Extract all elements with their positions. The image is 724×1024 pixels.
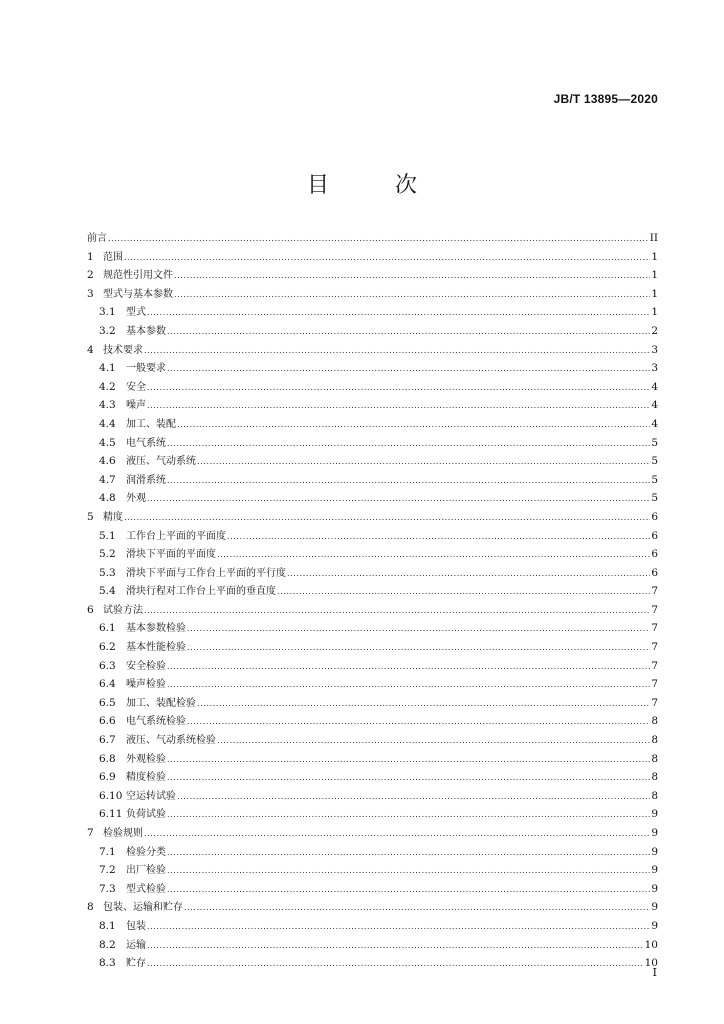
toc-entry[interactable]	[87, 805, 658, 824]
toc-entry[interactable]	[87, 415, 658, 434]
toc-entry[interactable]	[87, 452, 658, 471]
toc-entry-page: 4	[651, 380, 658, 393]
toc-entry-title: 精度	[103, 511, 123, 523]
toc-leader-dots	[124, 249, 650, 268]
toc-leader-dots	[167, 751, 650, 770]
toc-entry[interactable]	[87, 731, 658, 750]
toc-entry[interactable]	[87, 917, 658, 936]
toc-entry-number: 4.2	[99, 380, 116, 393]
toc-entry[interactable]	[87, 936, 658, 955]
toc-entry-page: 9	[651, 919, 658, 932]
toc-entry-number: 3.1	[99, 306, 116, 319]
toc-entry-title: 型式	[126, 307, 146, 319]
toc-leader-dots	[227, 528, 650, 547]
toc-leader-dots	[147, 304, 650, 323]
toc-entry-page: 7	[651, 696, 658, 709]
toc-entry-title: 精度检验	[126, 772, 166, 784]
toc-entry-number: 8.2	[99, 938, 116, 951]
toc-entry-number: 6.4	[99, 678, 116, 691]
toc-entry-page: 7	[651, 659, 658, 672]
toc-entry-title: 安全	[126, 381, 146, 393]
toc-leader-dots	[177, 416, 650, 435]
toc-leader-dots	[167, 844, 650, 863]
toc-leader-dots	[108, 230, 649, 249]
toc-entry-title: 试验方法	[103, 604, 143, 616]
toc-entry-number: 7.3	[99, 882, 116, 895]
toc-leader-dots	[167, 806, 650, 825]
toc-entry-title: 技术要求	[103, 344, 143, 356]
toc-entry-number: 6.5	[99, 696, 116, 709]
toc-entry-page: 2	[651, 324, 658, 337]
toc-entry[interactable]	[87, 619, 658, 638]
toc-entry[interactable]	[87, 489, 658, 508]
toc-entry-title: 加工、装配检验	[126, 697, 196, 709]
toc-entry-title: 噪声检验	[126, 679, 166, 691]
toc-entry-number: 5.3	[99, 566, 116, 579]
toc-entry-page: 8	[651, 734, 658, 747]
toc-entry-title: 滑块下平面的平面度	[126, 549, 216, 561]
toc-entry-number: 1	[87, 250, 94, 263]
toc-entry-page: 6	[651, 548, 658, 561]
toc-leader-dots	[197, 453, 650, 472]
toc-entry-number: 3.2	[99, 324, 116, 337]
toc-entry[interactable]	[87, 564, 658, 583]
toc-leader-dots	[147, 937, 644, 956]
toc-entry-page: 1	[651, 306, 658, 319]
toc-leader-dots	[167, 472, 650, 491]
toc-leader-dots	[177, 788, 650, 807]
toc-leader-dots	[174, 286, 650, 305]
toc-entry-title: 规范性引用文件	[103, 270, 173, 282]
toc-entry-number: 6.6	[99, 715, 116, 728]
toc-entry[interactable]	[87, 898, 658, 917]
toc-entry-page: 8	[651, 771, 658, 784]
toc-entry-number: 8	[87, 901, 94, 914]
toc-entry-number: 2	[87, 269, 94, 282]
toc-entry[interactable]	[87, 954, 658, 973]
toc-leader-dots	[167, 323, 650, 342]
toc-entry-title: 空运转试验	[126, 790, 176, 802]
toc-leader-dots	[217, 732, 650, 751]
toc-entry-title: 基本参数检验	[126, 623, 186, 635]
toc-leader-dots	[167, 881, 650, 900]
toc-leader-dots	[167, 862, 650, 881]
toc-entry-page: 9	[651, 827, 658, 839]
toc-entry-title: 外观	[126, 493, 146, 505]
toc-entry-page: 4	[651, 417, 658, 430]
toc-entry-number: 6.11	[99, 808, 123, 821]
toc-entry-title: 液压、气动系统检验	[126, 735, 216, 747]
toc-entry-page: 6	[651, 566, 658, 579]
toc-entry[interactable]	[87, 861, 658, 880]
toc-entry-title: 噪声	[126, 400, 146, 412]
toc-entry-page: 6	[651, 529, 658, 542]
toc-entry[interactable]	[87, 545, 658, 564]
toc-entry-title: 检验规则	[103, 828, 143, 839]
toc-leader-dots	[167, 769, 650, 788]
toc-leader-dots	[167, 658, 650, 677]
toc-leader-dots	[147, 379, 650, 398]
toc-entry-number: 6.8	[99, 752, 116, 765]
toc-entry[interactable]	[87, 657, 658, 676]
toc-entry-number: 5.4	[99, 585, 116, 598]
toc-leader-dots	[167, 676, 650, 695]
toc-entry[interactable]	[87, 266, 658, 285]
toc-entry-title: 运输	[126, 939, 146, 951]
table-of-contents	[87, 229, 658, 973]
toc-entry-title: 基本性能检验	[126, 642, 186, 654]
toc-entry-number: 6.10	[99, 789, 123, 802]
toc-entry[interactable]	[87, 750, 658, 769]
toc-entry-page: 5	[651, 436, 658, 449]
toc-entry-title: 一般要求	[126, 363, 166, 375]
toc-entry-title: 包装	[126, 920, 146, 932]
toc-entry[interactable]	[87, 675, 658, 694]
toc-entry-title: 安全检验	[126, 660, 166, 672]
toc-entry-title: 检验分类	[126, 846, 166, 858]
toc-entry-page: 1	[651, 269, 658, 282]
toc-entry[interactable]	[87, 694, 658, 713]
toc-leader-dots	[147, 397, 650, 416]
toc-entry-number: 4.3	[99, 399, 116, 412]
toc-entry-page: 7	[651, 585, 658, 598]
toc-entry-page: 5	[651, 473, 658, 486]
toc-leader-dots	[147, 490, 650, 509]
toc-entry-title: 润滑系统	[126, 474, 166, 486]
toc-entry-page: 5	[651, 492, 658, 505]
toc-entry-page: 8	[651, 789, 658, 802]
toc-entry-title: 电气系统检验	[126, 716, 186, 728]
toc-entry-number: 5.2	[99, 548, 116, 561]
toc-entry-number: 5.1	[99, 529, 116, 542]
toc-entry-number: 6.2	[99, 641, 116, 654]
toc-entry[interactable]	[87, 824, 658, 843]
toc-entry[interactable]	[87, 434, 658, 453]
toc-entry-title: 外观检验	[126, 753, 166, 765]
toc-entry-title: 加工、装配	[126, 418, 176, 430]
toc-leader-dots	[144, 825, 650, 844]
toc-entry[interactable]	[87, 229, 658, 248]
toc-entry[interactable]	[87, 638, 658, 657]
toc-entry-page: 9	[651, 864, 658, 877]
toc-entry-number: 7.2	[99, 864, 116, 877]
toc-entry-number: 4.6	[99, 455, 116, 468]
toc-entry-page: 9	[651, 901, 658, 914]
toc-entry[interactable]	[87, 601, 658, 620]
toc-entry[interactable]	[87, 359, 658, 378]
toc-entry-page: 10	[644, 957, 658, 970]
toc-leader-dots	[197, 695, 650, 714]
toc-entry-number: 4.5	[99, 436, 116, 449]
toc-entry-page: 8	[651, 715, 658, 728]
toc-entry-title: 基本参数	[126, 325, 166, 337]
toc-entry[interactable]	[87, 471, 658, 490]
toc-leader-dots	[124, 509, 650, 528]
toc-entry-number: 7.1	[99, 845, 116, 858]
toc-leader-dots	[277, 583, 650, 602]
toc-entry[interactable]	[87, 787, 658, 806]
page-title: 目 次	[306, 173, 439, 198]
toc-entry-page: II	[649, 232, 658, 244]
toc-entry-number: 5	[87, 510, 94, 523]
toc-entry-page: 9	[651, 845, 658, 858]
toc-entry[interactable]	[87, 341, 658, 360]
toc-entry-page: 6	[651, 510, 658, 523]
toc-entry[interactable]	[87, 248, 658, 267]
toc-entry-number: 4.7	[99, 473, 116, 486]
toc-entry-title: 电气系统	[126, 437, 166, 449]
toc-entry-title: 贮存	[126, 958, 146, 970]
toc-entry[interactable]	[87, 378, 658, 397]
toc-entry[interactable]	[87, 582, 658, 601]
toc-entry[interactable]	[87, 712, 658, 731]
toc-entry-number: 4.8	[99, 492, 116, 505]
toc-entry-title: 滑块下平面与工作台上平面的平行度	[126, 567, 286, 579]
toc-entry-page: 7	[651, 603, 658, 616]
toc-entry-title: 型式检验	[126, 883, 166, 895]
toc-entry[interactable]	[87, 322, 658, 341]
toc-leader-dots	[184, 899, 650, 918]
toc-entry-page: 7	[651, 622, 658, 635]
toc-entry-page: 1	[651, 250, 658, 263]
toc-entry-number: 7	[87, 827, 94, 839]
toc-entry-title: 滑块行程对工作台上平面的垂直度	[126, 586, 276, 598]
toc-entry-page: 5	[651, 455, 658, 468]
toc-leader-dots	[174, 267, 650, 286]
toc-entry[interactable]	[87, 880, 658, 899]
toc-entry-number: 6.9	[99, 771, 116, 784]
toc-entry-number: 8.3	[99, 957, 116, 970]
toc-entry-number: 3	[87, 287, 94, 300]
toc-entry-title: 液压、气动系统	[126, 456, 196, 468]
toc-entry-number: 6.7	[99, 734, 116, 747]
toc-entry-page: 3	[651, 362, 658, 375]
toc-entry-title: 包装、运输和贮存	[103, 902, 183, 914]
toc-leader-dots	[147, 955, 644, 974]
toc-leader-dots	[217, 546, 650, 565]
toc-entry-title: 前言	[87, 233, 107, 244]
toc-entry-title: 工作台上平面的平面度	[126, 530, 226, 542]
standard-code: JB/T 13895—2020	[553, 92, 658, 106]
toc-leader-dots	[187, 639, 650, 658]
toc-leader-dots	[167, 360, 650, 379]
toc-entry-number: 4.4	[99, 417, 116, 430]
toc-entry-number: 6	[87, 603, 94, 616]
toc-entry-number: 6.3	[99, 659, 116, 672]
toc-entry-page: 7	[651, 641, 658, 654]
toc-entry-title: 型式与基本参数	[103, 288, 173, 300]
toc-entry-page: 8	[651, 752, 658, 765]
toc-entry-title: 出厂检验	[126, 865, 166, 877]
page-number: I	[652, 966, 657, 979]
toc-entry-number: 4	[87, 343, 94, 356]
toc-entry-page: 3	[651, 343, 658, 356]
toc-leader-dots	[187, 713, 650, 732]
toc-entry[interactable]	[87, 396, 658, 415]
toc-entry-page: 7	[651, 678, 658, 691]
toc-leader-dots	[187, 620, 650, 639]
toc-leader-dots	[167, 435, 650, 454]
toc-leader-dots	[147, 918, 650, 937]
toc-entry-page: 10	[644, 938, 658, 951]
toc-entry-number: 4.1	[99, 362, 116, 375]
toc-entry-title: 负荷试验	[126, 809, 166, 821]
toc-entry[interactable]	[87, 768, 658, 787]
toc-entry-title: 范围	[103, 251, 123, 263]
toc-entry[interactable]	[87, 527, 658, 546]
toc-entry[interactable]	[87, 285, 658, 304]
toc-entry-number: 8.1	[99, 919, 116, 932]
toc-entry[interactable]	[87, 843, 658, 862]
toc-entry[interactable]	[87, 303, 658, 322]
toc-entry[interactable]	[87, 508, 658, 527]
toc-entry-page: 1	[651, 287, 658, 300]
toc-entry-page: 9	[651, 808, 658, 821]
toc-leader-dots	[287, 565, 650, 584]
toc-leader-dots	[144, 342, 650, 361]
toc-leader-dots	[144, 602, 650, 621]
toc-entry-page: 4	[651, 399, 658, 412]
toc-entry-page: 9	[651, 882, 658, 895]
toc-entry-number: 6.1	[99, 622, 116, 635]
